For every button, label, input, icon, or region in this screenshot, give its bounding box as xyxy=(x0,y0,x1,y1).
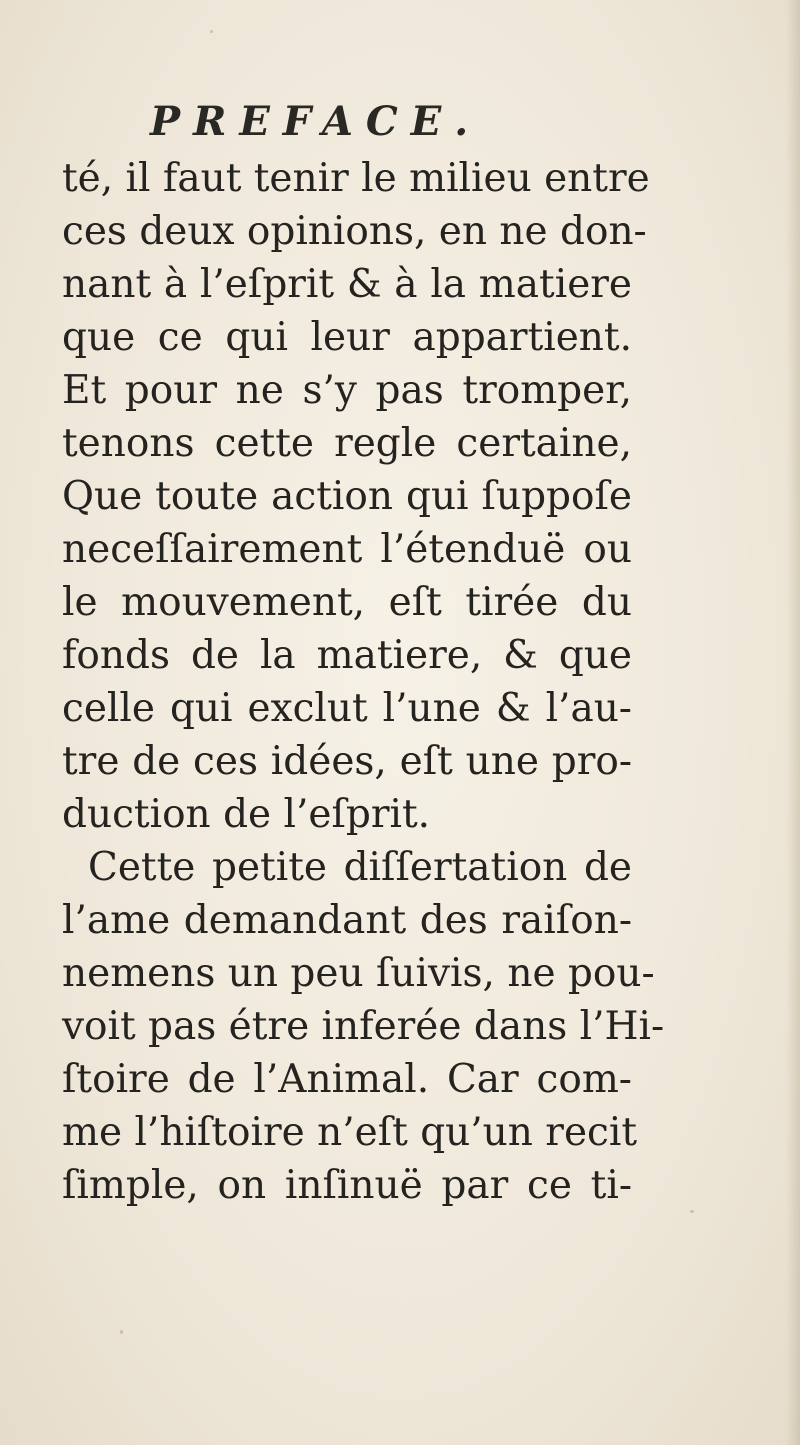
body-text xyxy=(62,152,665,1212)
text-line: Cette petite diſſertation de xyxy=(88,845,632,890)
text-line: ces deux opinions, en ne don- xyxy=(62,209,647,254)
text-line: ſtoire de l’Animal. Car com- xyxy=(62,1057,632,1102)
text-line: té, il faut tenir le milieu entre xyxy=(62,156,650,201)
text-line: fonds de la matiere, & que xyxy=(62,633,632,678)
text-line: duction de l’eſprit. xyxy=(62,792,431,837)
paper-speck xyxy=(210,30,213,33)
text-line: le mouvement, eſt tirée du xyxy=(62,580,632,625)
text-line: ſimple, on inſinuë par ce ti- xyxy=(62,1163,632,1208)
running-head: PREFACE. xyxy=(150,98,482,145)
text-line: Et pour ne s’y pas tromper, xyxy=(62,368,632,413)
text-line: voit pas étre inferée dans l’Hi- xyxy=(62,1004,665,1049)
text-line: que ce qui leur appartient. xyxy=(62,315,632,360)
text-line: me l’hiſtoire n’eſt qu’un recit xyxy=(62,1110,638,1155)
text-line: celle qui exclut l’une & l’au- xyxy=(62,686,632,731)
paper-speck xyxy=(690,1210,694,1213)
text-line: l’ame demandant des raiſon- xyxy=(62,898,632,943)
text-line: neceſſairement l’étenduë ou xyxy=(62,527,632,572)
paper-speck xyxy=(120,1330,123,1334)
text-line: nant à l’eſprit & à la matiere xyxy=(62,262,632,307)
text-line: tenons cette regle certaine, xyxy=(62,421,632,466)
text-line: tre de ces idées, eſt une pro- xyxy=(62,739,632,784)
text-line: nemens un peu ſuivis, ne pou- xyxy=(62,951,655,996)
page-edge-shadow xyxy=(786,0,800,1445)
text-line: Que toute action qui ſuppoſe xyxy=(62,474,632,519)
